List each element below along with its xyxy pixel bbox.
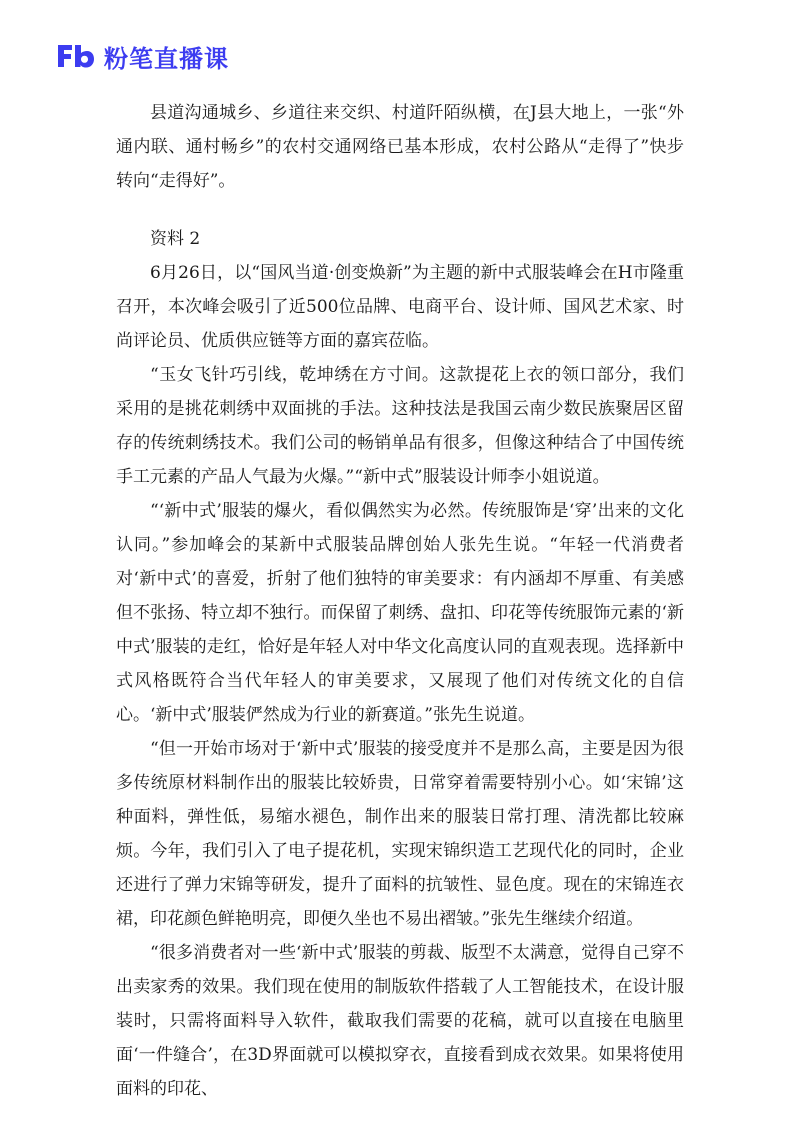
fenbi-logo-icon [56,42,96,70]
section-spacer [116,198,684,222]
brand-name: 粉笔直播课 [104,44,229,73]
page-header [56,38,229,74]
paragraph-founder-quote: “‘新中式’服装的爆火，看似偶然实为必然。传统服饰是‘穿’出来的文化认同。”参加峰会的某新中式服装品牌创始人张先生说。“年轻一代消费者对‘新中式’的喜爱，折射了他们独特的审美要求：有内涵却不厚重、有美感但不张扬、特立却不独行。而保留了刺绣、盘扣、印花等传统服饰元素的‘新中式’服装的走红，恰好是年轻人对中华文化高度认同的直观表现。选择新中式风格既符合当代年轻人的审美要求，又展现了他们对传统文化的自信心。‘新中式’服装俨然成为行业的新赛道。”张先生说道。 [116,501,684,725]
section-title: 资料 2 [150,229,201,249]
paragraph-ai-design: “很多消费者对一些‘新中式’服装的剪裁、版型不太满意，觉得自己穿不出卖家秀的效果。我们现在使用的制版软件搭载了人工智能技术，在设计服装时，只需将面料导入软件，截取我们需要的花稿，就可以直接在电脑里面‘一件缝合’，在3D界面就可以模拟穿衣，直接看到成衣效果。如果将使用面料的印花、 [116,943,684,1099]
intro-paragraph: 县道沟通城乡、乡道往来交织、村道阡陌纵横，在J县大地上，一张“外通内联、通村畅乡”的农村交通网络已基本形成，农村公路从“走得了”快步转向“走得好”。 [116,103,684,191]
paragraph-fabric-innovation: “但一开始市场对于‘新中式’服装的接受度并不是那么高，主要是因为很多传统原材料制作出的服装比较娇贵，日常穿着需要特别小心。如‘宋锦’这种面料，弹性低，易缩水褪色，制作出来的服装日常打理、清洗都比较麻烦。今年，我们引入了电子提花机，实现宋锦织造工艺现代化的同时，企业还进行了弹力宋锦等研发，提升了面料的抗皱性、显色度。现在的宋锦连衣裙，印花颜色鲜艳明亮，即便久坐也不易出褶皱。”张先生继续介绍道。 [116,739,684,929]
paragraph-designer-quote: “玉女飞针巧引线，乾坤绣在方寸间。这款提花上衣的领口部分，我们采用的是挑花刺绣中双面挑的手法。这种技法是我国云南少数民族聚居区留存的传统刺绣技术。我们公司的畅销单品有很多，但像这种结合了中国传统手工元素的产品人气最为火爆。”“新中式”服装设计师李小姐说道。 [116,365,684,487]
document-body [116,96,684,1106]
paragraph-summit: 6月26日，以“国风当道·创变焕新”为主题的新中式服装峰会在H市隆重召开，本次峰会吸引了近500位品牌、电商平台、设计师、国风艺术家、时尚评论员、优质供应链等方面的嘉宾莅临。 [116,263,684,351]
